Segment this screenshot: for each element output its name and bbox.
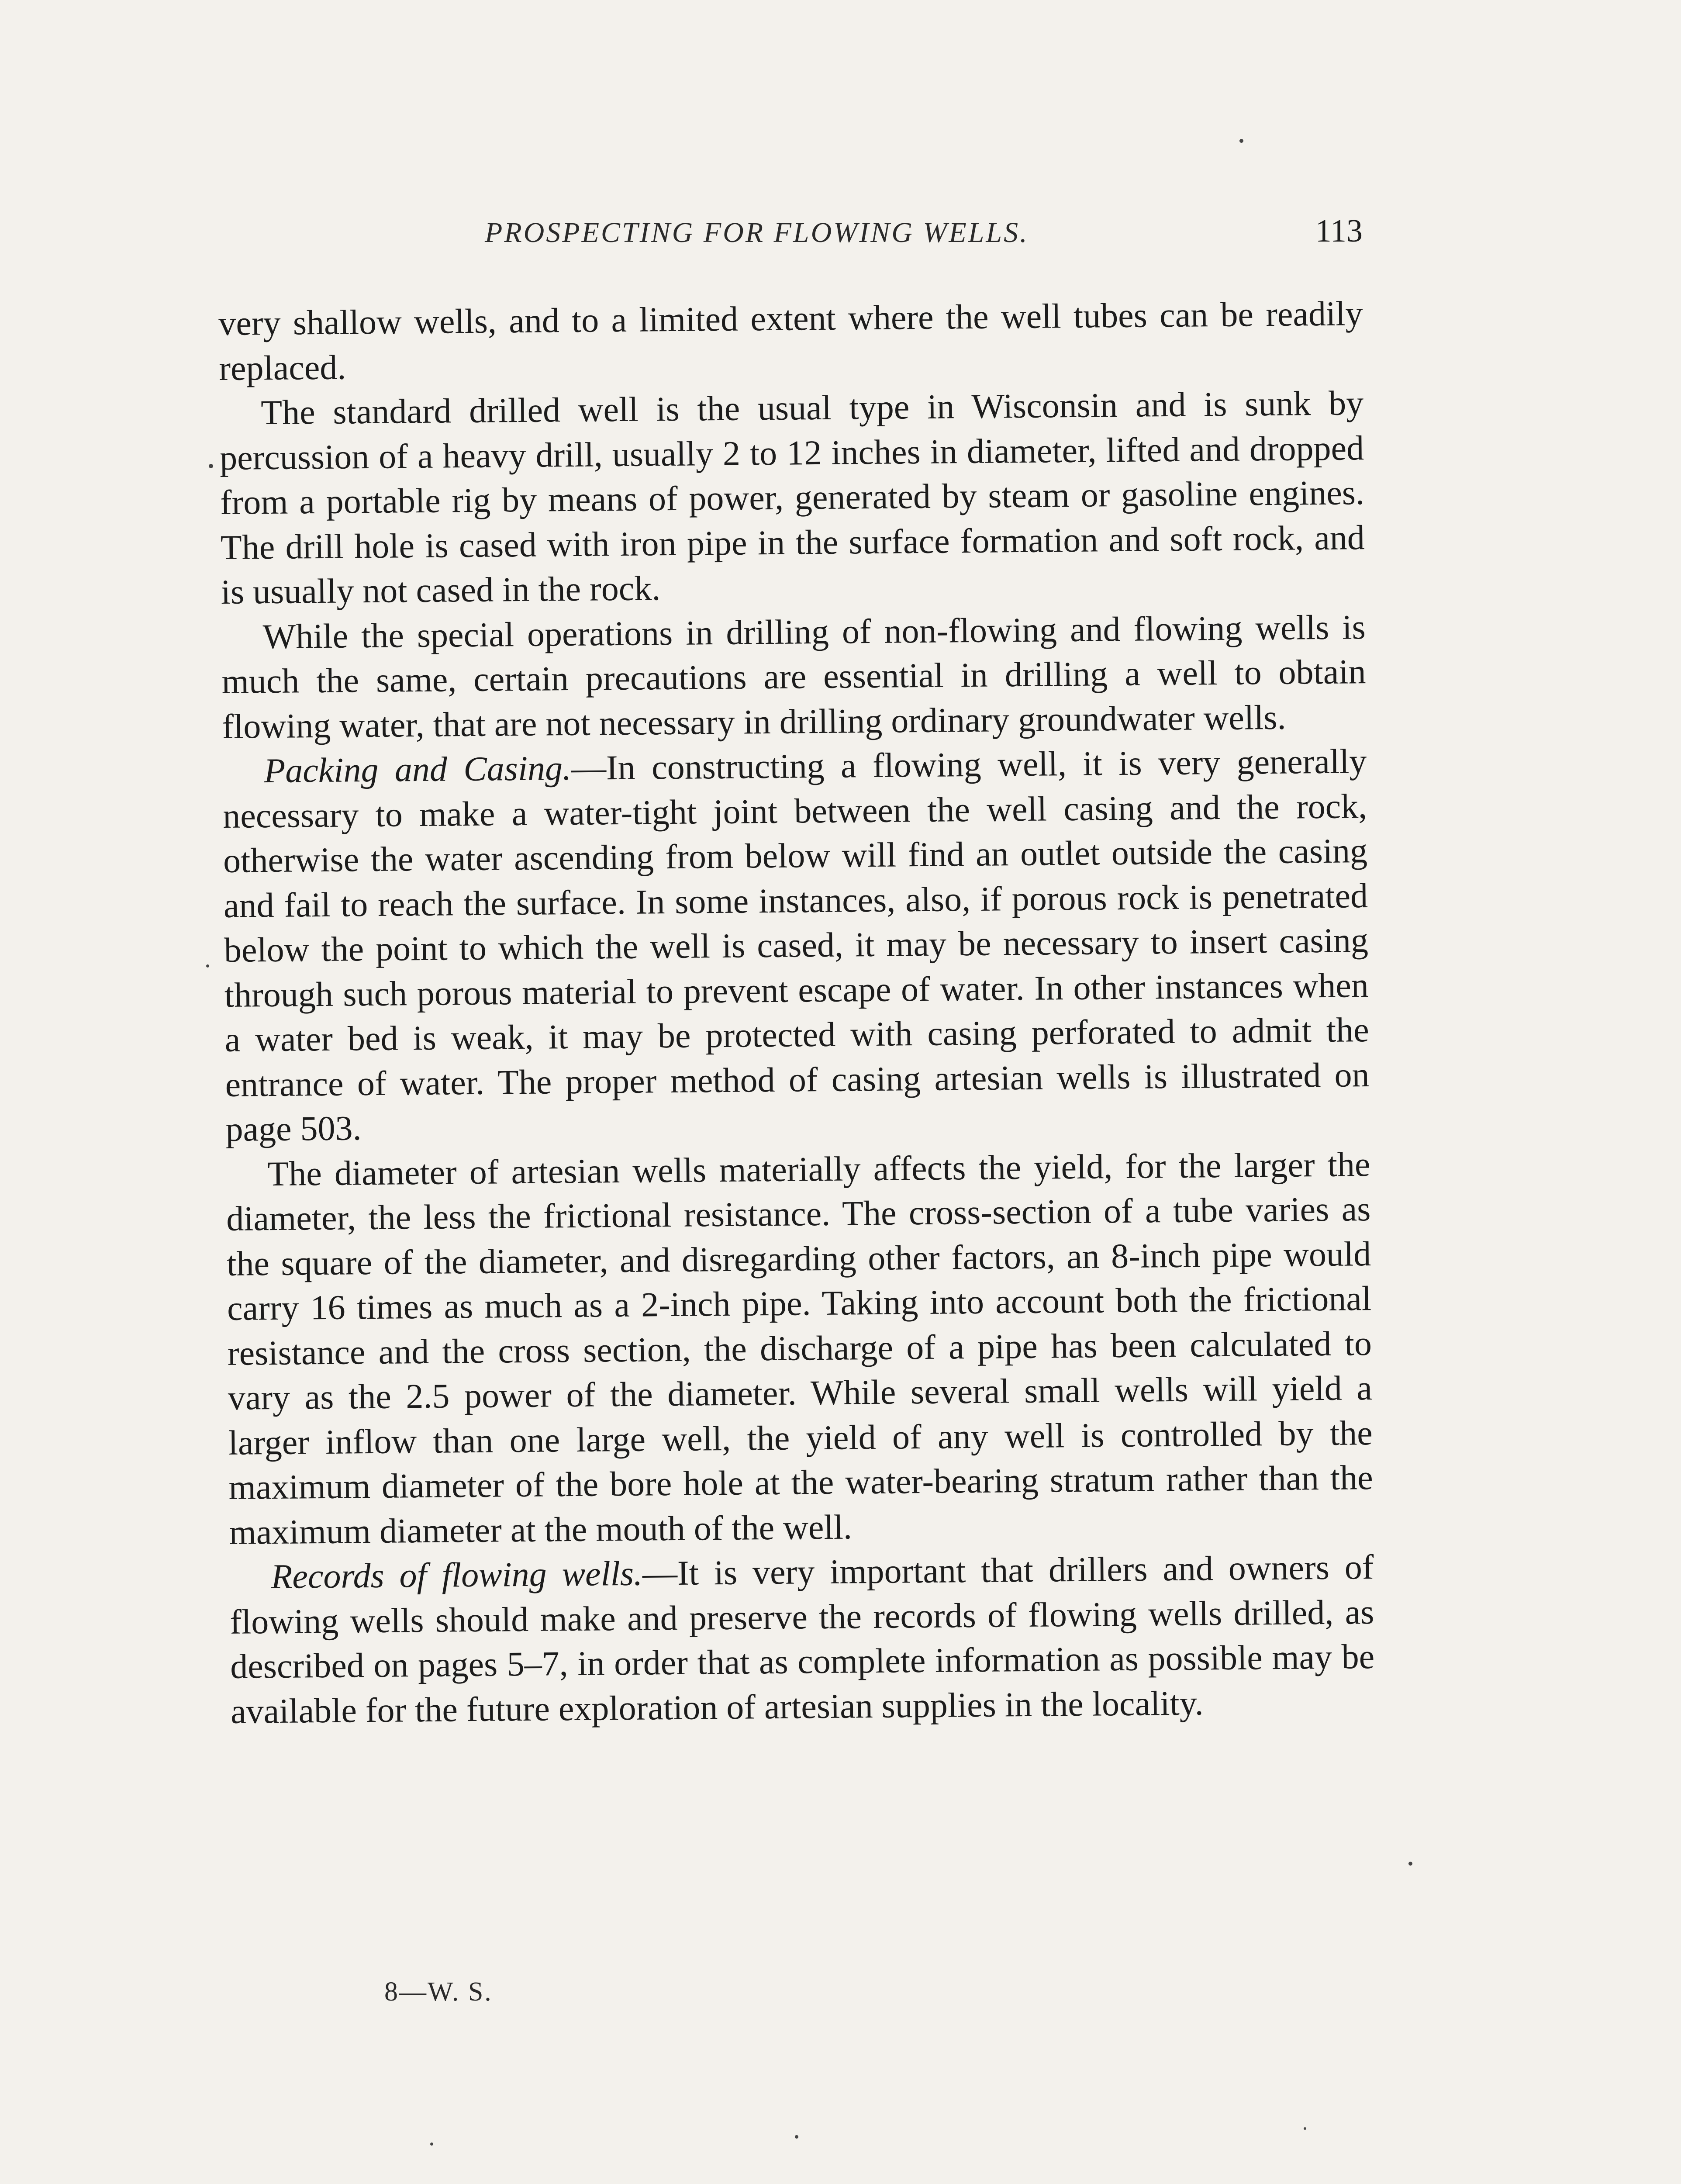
- section-lead-heading: Records of flowing wells.: [271, 1554, 643, 1597]
- paragraph-packing-casing: [222, 739, 1370, 1152]
- paragraph-records: [229, 1545, 1375, 1734]
- page-number: 113: [1315, 213, 1363, 249]
- section-lead-heading: Packing and Casing.: [264, 749, 572, 791]
- paper-speck: [795, 2135, 798, 2139]
- paper-speck: [1304, 2127, 1306, 2130]
- paragraph-special-operations: [221, 605, 1367, 749]
- paragraph-text: The standard drilled well is the usual type in Wisconsin and is sunk by percussion of a heavy drill, usually 2 to 12 inches in diameter, lifted and dropped from a portable rig by means of power, generated by steam or gasoline engines. The drill hole is cased with iron pipe in the surface formation and soft rock, and is usually not cased in the rock.: [219, 384, 1365, 612]
- paper-speck: [1408, 1862, 1412, 1866]
- paragraph-continuation: [218, 291, 1363, 391]
- body-text: [218, 291, 1375, 1734]
- paper-speck: [430, 2143, 433, 2146]
- signature-mark: 8—W. S.: [384, 1977, 493, 2007]
- paragraph-text: While the special operations in drilling of non-flowing and flowing wells is much the same, certain precautions are essential in drilling a well to obtain flowing water, that are not necessary in drilling ordinary groundwater wells.: [221, 608, 1366, 746]
- paragraph-text: very shallow wells, and to a limited extent where the well tubes can be readily replaced.: [218, 294, 1363, 388]
- paper-speck: [206, 964, 209, 968]
- paragraph-diameter: [226, 1142, 1374, 1555]
- paragraph-text: —In constructing a flowing well, it is very generally necessary to make a water-tight joint between the well casing and the rock, otherwise the water ascending from below will find an outlet outside the casing and fail to reach the surface. In some instances, also, if porous rock is penetrated below the point to which the well is cased, it may be necessary to insert casing through such porous material to prevent escape of water. In other instances when a water bed is weak, it may be protected with casing perforated to admit the entrance of water. The proper method of casing artesian wells is illustrated on page 503.: [222, 742, 1370, 1149]
- paragraph-text: —It is very important that drillers and owners of flowing wells should make and preserve the records of flowing wells drilled, as described on pages 5–7, in order that as complete information as possible may be available for the future exploration of artesian supplies in the locality.: [230, 1548, 1375, 1731]
- paragraph-text: The diameter of artesian wells materially affects the yield, for the larger the diameter, the less the frictional resistance. The cross-section of a tube varies as the square of the diameter, and disregarding other factors, an 8-inch pipe would carry 16 times as much as a 2-inch pipe. Taking into account both the frictional resistance and the cross section, the discharge of a pipe has been calculated to vary as the 2.5 power of the diameter. While several small wells will yield a larger inflow than one large well, the yield of any well is controlled by the maximum diameter of the bore hole at the water-bearing stratum rather than the maximum diameter at the mouth of the well.: [226, 1145, 1373, 1552]
- running-title: PROSPECTING FOR FLOWING WELLS.: [485, 217, 1029, 249]
- paper-speck: [1239, 139, 1243, 143]
- paper-speck: [209, 464, 213, 468]
- paragraph-drilled-well: [219, 381, 1365, 615]
- running-head: [223, 213, 1363, 256]
